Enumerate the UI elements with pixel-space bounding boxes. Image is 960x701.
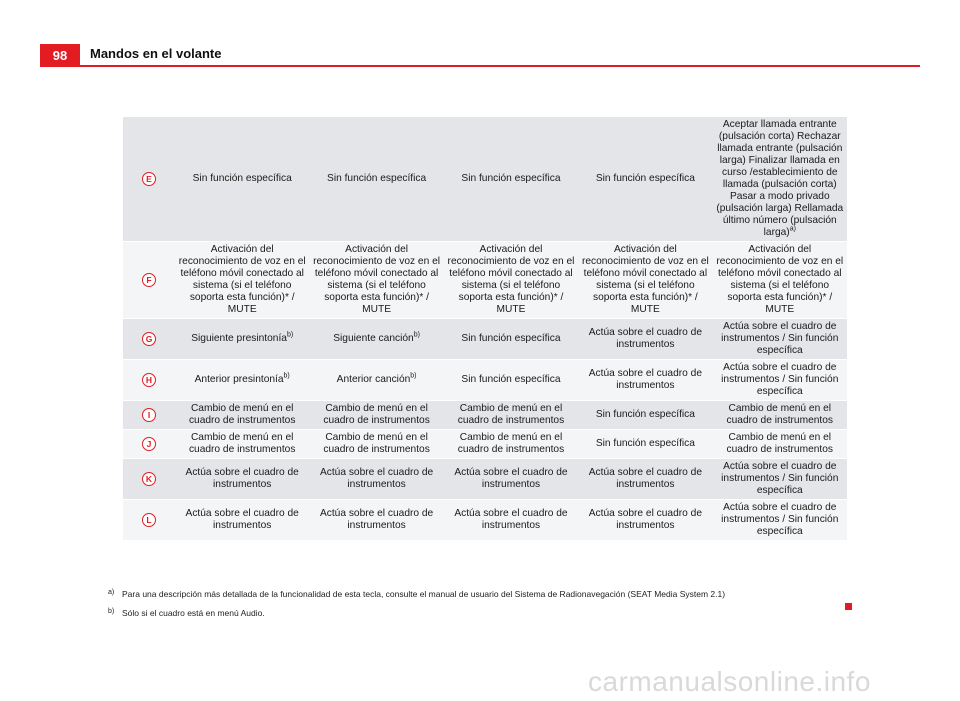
watermark: carmanualsonline.info bbox=[588, 666, 871, 697]
page-number: 98 bbox=[40, 44, 80, 66]
cell-text: Actúa sobre el cuadro de instrumentos / Sin función específica bbox=[721, 461, 839, 496]
page-title: Mandos en el volante bbox=[90, 46, 222, 61]
cell-text: Cambio de menú en el cuadro de instrumentos bbox=[726, 432, 834, 455]
cell-text: Anterior canción bbox=[336, 374, 411, 385]
table-cell bbox=[578, 242, 712, 319]
button-key-badge: H bbox=[142, 373, 156, 387]
footnote-ref: b) bbox=[283, 372, 290, 380]
cell-text: Actúa sobre el cuadro de instrumentos bbox=[588, 467, 702, 490]
table-cell bbox=[444, 242, 578, 319]
cell-text: Activación del reconocimiento de voz en el teléfono móvil conectado al sistema (si el teléfono soporta esta función)* / MUTE bbox=[581, 244, 709, 315]
cell-text: Actúa sobre el cuadro de instrumentos bbox=[454, 508, 568, 531]
row-key-cell bbox=[123, 242, 175, 319]
table-row bbox=[123, 117, 847, 242]
table-cell bbox=[578, 500, 712, 541]
button-key-badge: G bbox=[142, 332, 156, 346]
cell-text: Sin función específica bbox=[327, 173, 427, 184]
table-cell bbox=[578, 459, 712, 500]
table-cell bbox=[578, 360, 712, 401]
table-cell bbox=[309, 319, 443, 360]
table-cell bbox=[309, 242, 443, 319]
cell-text: Siguiente presintonía bbox=[191, 333, 287, 344]
table-cell bbox=[175, 500, 309, 541]
table-cell bbox=[578, 117, 712, 242]
cell-text: Cambio de menú en el cuadro de instrumentos bbox=[188, 403, 296, 426]
table-cell bbox=[578, 319, 712, 360]
table-cell bbox=[309, 117, 443, 242]
footnote-mark: b) bbox=[108, 608, 115, 615]
table-cell bbox=[175, 319, 309, 360]
table-cell bbox=[444, 459, 578, 500]
cell-text: Actúa sobre el cuadro de instrumentos bbox=[588, 368, 702, 391]
cell-text: Activación del reconocimiento de voz en el teléfono móvil conectado al sistema (si el teléfono soporta esta función)* / MUTE bbox=[178, 244, 306, 315]
footnote-mark: a) bbox=[108, 589, 115, 596]
cell-text: Sin función específica bbox=[461, 333, 561, 344]
table-cell bbox=[309, 360, 443, 401]
table-row bbox=[123, 242, 847, 319]
cell-text: Sin función específica bbox=[595, 438, 695, 449]
button-key-badge: L bbox=[142, 513, 156, 527]
footnote-ref: a) bbox=[789, 225, 796, 233]
table-row bbox=[123, 500, 847, 541]
table-cell bbox=[713, 430, 847, 459]
button-key-badge: K bbox=[142, 472, 156, 486]
table-cell bbox=[713, 459, 847, 500]
page-header bbox=[40, 44, 920, 66]
table-cell bbox=[444, 319, 578, 360]
cell-text: Actúa sobre el cuadro de instrumentos bbox=[319, 508, 434, 531]
cell-text: Actúa sobre el cuadro de instrumentos bbox=[185, 467, 299, 490]
table-cell bbox=[309, 430, 443, 459]
table-cell bbox=[175, 242, 309, 319]
table-row bbox=[123, 401, 847, 430]
button-key-badge: E bbox=[142, 172, 156, 186]
table-row bbox=[123, 360, 847, 401]
table-cell bbox=[444, 117, 578, 242]
cell-text: Anterior presintonía bbox=[194, 374, 284, 385]
table-row bbox=[123, 319, 847, 360]
table-cell bbox=[713, 500, 847, 541]
cell-text: Actúa sobre el cuadro de instrumentos / Sin función específica bbox=[721, 321, 839, 356]
cell-text: Actúa sobre el cuadro de instrumentos bbox=[454, 467, 568, 490]
cell-text: Actúa sobre el cuadro de instrumentos / Sin función específica bbox=[721, 362, 839, 397]
table-cell bbox=[175, 430, 309, 459]
row-key-cell bbox=[123, 430, 175, 459]
cell-text: Cambio de menú en el cuadro de instrumentos bbox=[323, 403, 430, 426]
cell-text: Actúa sobre el cuadro de instrumentos bbox=[588, 508, 702, 531]
footnote-ref: b) bbox=[410, 372, 417, 380]
table-cell bbox=[444, 360, 578, 401]
table-cell bbox=[444, 401, 578, 430]
footnote-text: Sólo si el cuadro está en menú Audio. bbox=[122, 608, 265, 618]
row-key-cell bbox=[123, 117, 175, 242]
footnote bbox=[108, 608, 868, 619]
cell-text: Sin función específica bbox=[461, 173, 561, 184]
cell-text: Activación del reconocimiento de voz en el teléfono móvil conectado al sistema (si el teléfono soporta esta función)* / MUTE bbox=[313, 244, 441, 315]
table-cell bbox=[713, 401, 847, 430]
table-cell bbox=[444, 430, 578, 459]
cell-text: Siguiente canción bbox=[333, 333, 414, 344]
table-cell bbox=[713, 360, 847, 401]
table-cell bbox=[578, 430, 712, 459]
cell-text: Cambio de menú en el cuadro de instrumentos bbox=[323, 432, 430, 455]
row-key-cell bbox=[123, 319, 175, 360]
cell-text: Activación del reconocimiento de voz en el teléfono móvil conectado al sistema (si el teléfono soporta esta función)* / MUTE bbox=[447, 244, 575, 315]
table-cell bbox=[175, 401, 309, 430]
table-row bbox=[123, 430, 847, 459]
cell-text: Aceptar llamada entrante (pulsación corta) Rechazar llamada entrante (pulsación larga) Finalizar llamada en curso /establecimiento de llamada (pulsación corta) Pasar a modo privado (pulsación larga) Rellamada último número (pulsación larga) bbox=[716, 119, 844, 238]
cell-text: Cambio de menú en el cuadro de instrumentos bbox=[188, 432, 296, 455]
table-row bbox=[123, 459, 847, 500]
cell-text: Cambio de menú en el cuadro de instrumentos bbox=[457, 403, 565, 426]
table-cell bbox=[309, 500, 443, 541]
cell-text: Cambio de menú en el cuadro de instrumentos bbox=[457, 432, 565, 455]
cell-text: Activación del reconocimiento de voz en el teléfono móvil conectado al sistema (si el teléfono soporta esta función)* / MUTE bbox=[716, 244, 844, 315]
button-key-badge: F bbox=[142, 273, 156, 287]
footnote-ref: b) bbox=[286, 331, 294, 339]
button-key-badge: I bbox=[142, 408, 156, 422]
cell-text: Actúa sobre el cuadro de instrumentos bbox=[185, 508, 299, 531]
table-cell bbox=[309, 459, 443, 500]
table-cell bbox=[175, 459, 309, 500]
cell-text: Sin función específica bbox=[461, 374, 561, 385]
table-cell bbox=[713, 242, 847, 319]
table-cell bbox=[713, 319, 847, 360]
function-table bbox=[123, 117, 847, 541]
table-cell bbox=[175, 360, 309, 401]
button-key-badge: J bbox=[142, 437, 156, 451]
cell-text: Sin función específica bbox=[595, 173, 695, 184]
table-cell bbox=[175, 117, 309, 242]
header-divider bbox=[40, 65, 920, 67]
cell-text: Actúa sobre el cuadro de instrumentos bbox=[319, 467, 434, 490]
cell-text: Cambio de menú en el cuadro de instrumentos bbox=[726, 403, 834, 426]
footnote-text: Para una descripción más detallada de la funcionalidad de esta tecla, consulte el manual de usuario del Sistema de Radionavegación (SEAT Media System 2.1) bbox=[122, 589, 726, 599]
table-cell bbox=[578, 401, 712, 430]
end-of-section-marker bbox=[845, 603, 852, 610]
cell-text: Actúa sobre el cuadro de instrumentos / Sin función específica bbox=[721, 502, 839, 537]
table-cell bbox=[444, 500, 578, 541]
footnotes bbox=[108, 589, 868, 627]
footnote-ref: b) bbox=[413, 331, 420, 339]
cell-text: Actúa sobre el cuadro de instrumentos bbox=[588, 327, 702, 350]
row-key-cell bbox=[123, 500, 175, 541]
row-key-cell bbox=[123, 459, 175, 500]
row-key-cell bbox=[123, 401, 175, 430]
cell-text: Sin función específica bbox=[192, 173, 292, 184]
footnote bbox=[108, 589, 868, 600]
row-key-cell bbox=[123, 360, 175, 401]
table-cell bbox=[309, 401, 443, 430]
table-cell bbox=[713, 117, 847, 242]
cell-text: Sin función específica bbox=[595, 409, 695, 420]
